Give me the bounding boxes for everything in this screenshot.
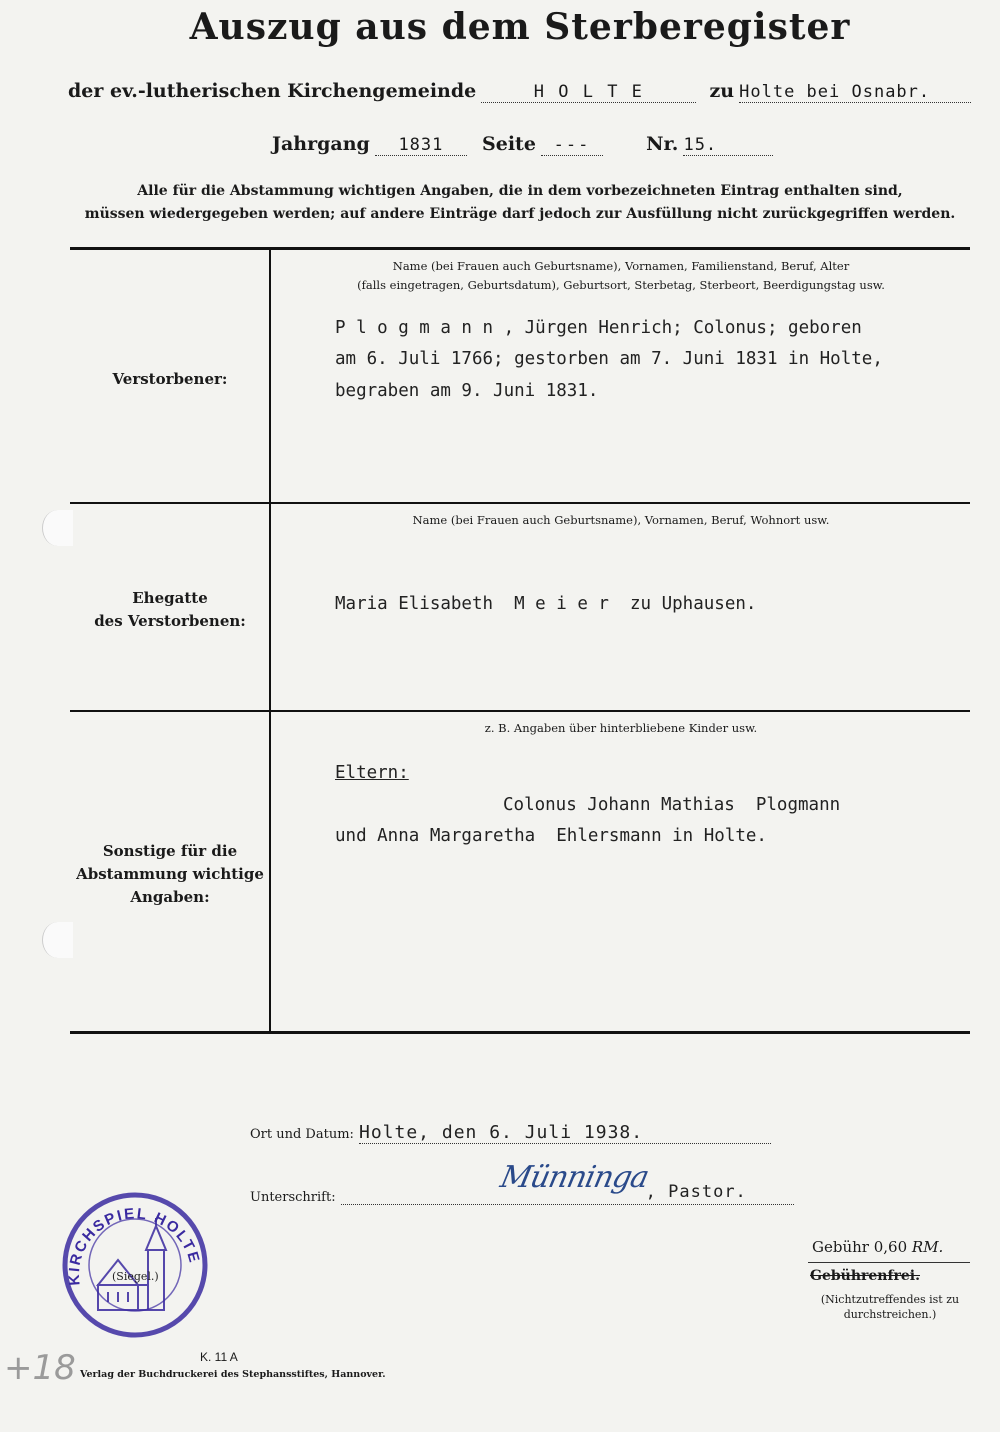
deceased-entry-line-1: P l o g m a n n , Jürgen Henrich; Colonus; geboren	[335, 318, 862, 338]
nr-value: 15.	[683, 135, 773, 156]
table-rule-2	[70, 710, 970, 712]
other-label	[70, 840, 270, 909]
instructions-line-1: Alle für die Abstammung wichtigen Angaben, die in dem vorbezeichneten Eintrag enthalten sind,	[137, 183, 903, 199]
register-line	[272, 133, 773, 156]
fee-note-2: durchstreichen.)	[843, 1308, 937, 1321]
signature-role: , Pastor.	[645, 1182, 747, 1202]
fee-line	[812, 1238, 943, 1256]
parents-line-1: Colonus Johann Mathias Plogmann	[503, 795, 841, 815]
instructions-line-2: müssen wiedergegeben werden; auf andere Einträge darf jedoch zur Ausfüllung nicht zurückgegriffen werden.	[84, 206, 956, 222]
deceased-entry-line-3: begraben am 9. Juni 1831.	[335, 381, 599, 401]
punch-hole-top	[42, 510, 73, 546]
signature-line	[250, 1160, 794, 1205]
spouse-label-2: des Verstorbenen:	[94, 612, 246, 630]
fee-exempt-struck: Gebührenfrei.	[810, 1268, 920, 1284]
other-label-2: Abstammung wichtige	[76, 865, 264, 883]
parents-heading: Eltern:	[335, 763, 409, 783]
punch-hole-bottom	[42, 922, 73, 958]
table-top-rule	[70, 247, 970, 250]
publisher-line: Verlag der Buchdruckerei des Stephansstiftes, Hannover.	[80, 1369, 386, 1380]
jahrgang-label: Jahrgang	[272, 133, 370, 155]
margin-pencil-note: +18	[4, 1348, 76, 1388]
place-date-line	[250, 1122, 771, 1144]
fee-note-1: (Nichtzutreffendes ist zu	[820, 1293, 960, 1306]
deceased-field-description	[272, 257, 970, 295]
table-bottom-rule	[70, 1031, 970, 1034]
place-date-label: Ort und Datum:	[250, 1127, 354, 1142]
other-label-3: Angaben:	[130, 888, 210, 906]
deceased-field-description-2: (falls eingetragen, Geburtsdatum), Geburtsort, Sterbetag, Sterbeort, Beerdigungstag usw.	[357, 278, 885, 292]
spouse-entry: Maria Elisabeth M e i e r zu Uphausen.	[335, 594, 757, 614]
seal-label: (Siegel.)	[112, 1270, 159, 1283]
handwritten-signature: Münninga	[496, 1160, 652, 1195]
spouse-field-description: Name (bei Frauen auch Geburtsname), Vornamen, Beruf, Wohnort usw.	[412, 513, 830, 527]
nr-label: Nr.	[646, 133, 679, 155]
deceased-label: Verstorbener:	[112, 370, 228, 388]
fee-note	[800, 1292, 980, 1322]
parish-value: H O L T E	[481, 82, 696, 103]
fee-label: Gebühr 0,60	[812, 1238, 908, 1256]
parents-line-2: und Anna Margaretha Ehlersmann in Holte.	[335, 826, 767, 846]
parish-label: der ev.-lutherischen Kirchengemeinde	[68, 80, 477, 102]
church-seal-graphic	[60, 1190, 210, 1340]
deceased-entry-line-2: am 6. Juli 1766; gestorben am 7. Juni 1831 in Holte,	[335, 349, 883, 369]
place-date-value: Holte, den 6. Juli 1938.	[359, 1122, 771, 1144]
signature-field	[341, 1160, 794, 1205]
zu-label: zu	[709, 80, 735, 102]
zu-value: Holte bei Osnabr.	[739, 82, 971, 103]
seite-value: ---	[541, 135, 603, 156]
signature-label: Unterschrift:	[250, 1190, 336, 1205]
jahrgang-value: 1831	[375, 135, 467, 156]
table-rule-1	[70, 502, 970, 504]
table-column-divider	[269, 249, 271, 1033]
parish-line	[68, 80, 971, 103]
spouse-label-1: Ehegatte	[132, 589, 208, 607]
church-icon	[98, 1218, 166, 1310]
church-seal	[60, 1190, 210, 1340]
fee-divider	[808, 1262, 970, 1263]
form-code: K. 11 A	[200, 1350, 238, 1364]
other-label-1: Sonstige für die	[102, 842, 238, 860]
seal-text: KIRCHSPIEL HOLTE	[65, 1205, 204, 1287]
instructions	[60, 180, 980, 226]
fee-unit: RM.	[911, 1238, 944, 1256]
other-field-description: z. B. Angaben über hinterbliebene Kinder usw.	[484, 721, 758, 735]
seite-label: Seite	[482, 133, 536, 155]
spouse-label	[70, 587, 270, 633]
document-title: Auszug aus dem Sterberegister	[189, 6, 851, 48]
deceased-field-description-1: Name (bei Frauen auch Geburtsname), Vornamen, Familienstand, Beruf, Alter	[392, 259, 850, 273]
